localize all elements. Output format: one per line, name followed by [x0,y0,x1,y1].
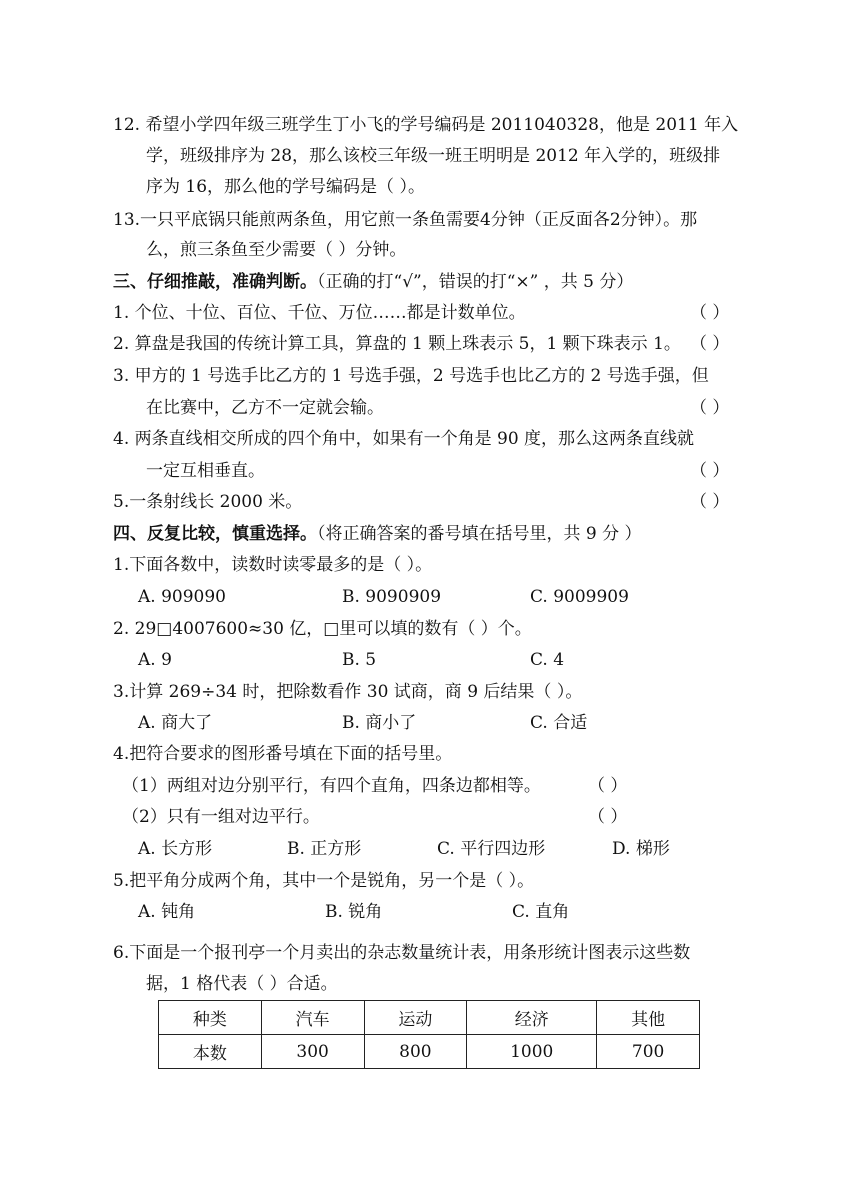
section4-heading [113,523,642,545]
choice-q5-option-c: C. 直角 [512,902,570,922]
table-cell: 700 [597,1035,700,1069]
table-cell: 800 [364,1035,467,1069]
table-cell: 1000 [467,1035,597,1069]
choice-q6-line2: 据，1 格代表（ ）合适。 [146,974,338,994]
judge-item-3-line1: 3. 甲方的 1 号选手比乙方的 1 号选手强，2 号选手也比乙方的 2 号选手强，但 [113,366,709,386]
table-header-cell: 经济 [467,1001,597,1035]
judge-answer-paren-2: （ ） [690,334,730,354]
choice-q4-stem: 4.把符合要求的图形番号填在下面的括号里。 [113,744,453,764]
choice-q2-option-c: C. 4 [530,650,565,670]
choice-q4-option-a: A. 长方形 [138,839,213,859]
table-header-cell: 运动 [364,1001,467,1035]
q12-line3: 序为 16，那么他的学号编码是（ ）。 [146,177,425,197]
judge-item-2: 2. 算盘是我国的传统计算工具，算盘的 1 颗上珠表示 5，1 颗下珠表示 1。 [113,334,681,354]
q12-line1: 12. 希望小学四年级三班学生丁小飞的学号编码是 2011040328，他是 2011 年入 [113,115,739,135]
choice-q2-option-a: A. 9 [138,650,172,670]
choice-q3-stem: 3.计算 269÷34 时，把除数看作 30 试商，商 9 后结果（ ）。 [113,682,583,702]
choice-q1-option-c: C. 9009909 [530,587,629,607]
judge-item-5: 5.一条射线长 2000 米。 [113,492,303,512]
table-header-row [159,1001,700,1035]
section3-heading [113,271,633,293]
judge-item-4-line2: 一定互相垂直。 [146,461,265,481]
section3-note: （正确的打“√”，错误的打“×” ，共 5 分） [317,272,634,292]
choice-q4-sub1-paren: （ ） [588,776,628,796]
judge-answer-paren-1: （ ） [690,303,730,323]
judge-item-3-line2: 在比赛中，乙方不一定就会输。 [146,398,384,418]
section4-title: 四、反复比较，慎重选择。 [113,524,317,544]
magazine-sales-table [158,1000,700,1069]
choice-q4-sub1: （1）两组对边分别平行，有四个直角，四条边都相等。 [122,776,541,796]
judge-answer-paren-4: （ ） [690,461,730,481]
section4-note: （将正确答案的番号填在括号里，共 9 分 ） [317,524,642,544]
choice-q4-sub2: （2）只有一组对边平行。 [122,807,320,827]
choice-q4-option-c: C. 平行四边形 [437,839,546,859]
choice-q3-option-b: B. 商小了 [342,713,417,733]
judge-item-4-line1: 4. 两条直线相交所成的四个角中，如果有一个角是 90 度，那么这两条直线就 [113,429,695,449]
choice-q2-option-b: B. 5 [342,650,377,670]
choice-q4-option-b: B. 正方形 [287,839,362,859]
judge-item-1: 1. 个位、十位、百位、千位、万位……都是计数单位。 [113,303,526,323]
judge-answer-paren-5: （ ） [690,492,730,512]
table-cell: 本数 [159,1035,262,1069]
q13-line1: 13.一只平底锅只能煎两条鱼，用它煎一条鱼需要4分钟（正反面各2分钟）。那 [113,210,698,230]
table-row [159,1035,700,1069]
judge-answer-paren-3: （ ） [690,398,730,418]
choice-q5-option-a: A. 钝角 [138,902,196,922]
q12-line2: 学，班级排序为 28，那么该校三年级一班王明明是 2012 年入学的，班级排 [146,146,721,166]
choice-q5-stem: 5.把平角分成两个角，其中一个是锐角，另一个是（ ）。 [113,871,535,891]
choice-q2-stem: 2. 29□4007600≈30 亿，□里可以填的数有（ ）个。 [113,619,532,639]
choice-q1-option-a: A. 909090 [138,587,226,607]
choice-q1-option-b: B. 9090909 [342,587,442,607]
table-header-cell: 汽车 [261,1001,364,1035]
table-header-cell: 种类 [159,1001,262,1035]
choice-q4-sub2-paren: （ ） [588,807,628,827]
choice-q5-option-b: B. 锐角 [325,902,383,922]
q13-line2: 么，煎三条鱼至少需要（ ）分钟。 [146,240,407,260]
table-cell: 300 [261,1035,364,1069]
choice-q4-option-d: D. 梯形 [612,839,670,859]
table-header-cell: 其他 [597,1001,700,1035]
choice-q3-option-a: A. 商大了 [138,713,213,733]
choice-q6-line1: 6.下面是一个报刊亭一个月卖出的杂志数量统计表，用条形统计图表示这些数 [113,943,691,963]
choice-q1-stem: 1.下面各数中，读数时读零最多的是（ ）。 [113,555,433,575]
choice-q3-option-c: C. 合适 [530,713,588,733]
section3-title: 三、仔细推敲，准确判断。 [113,272,317,292]
